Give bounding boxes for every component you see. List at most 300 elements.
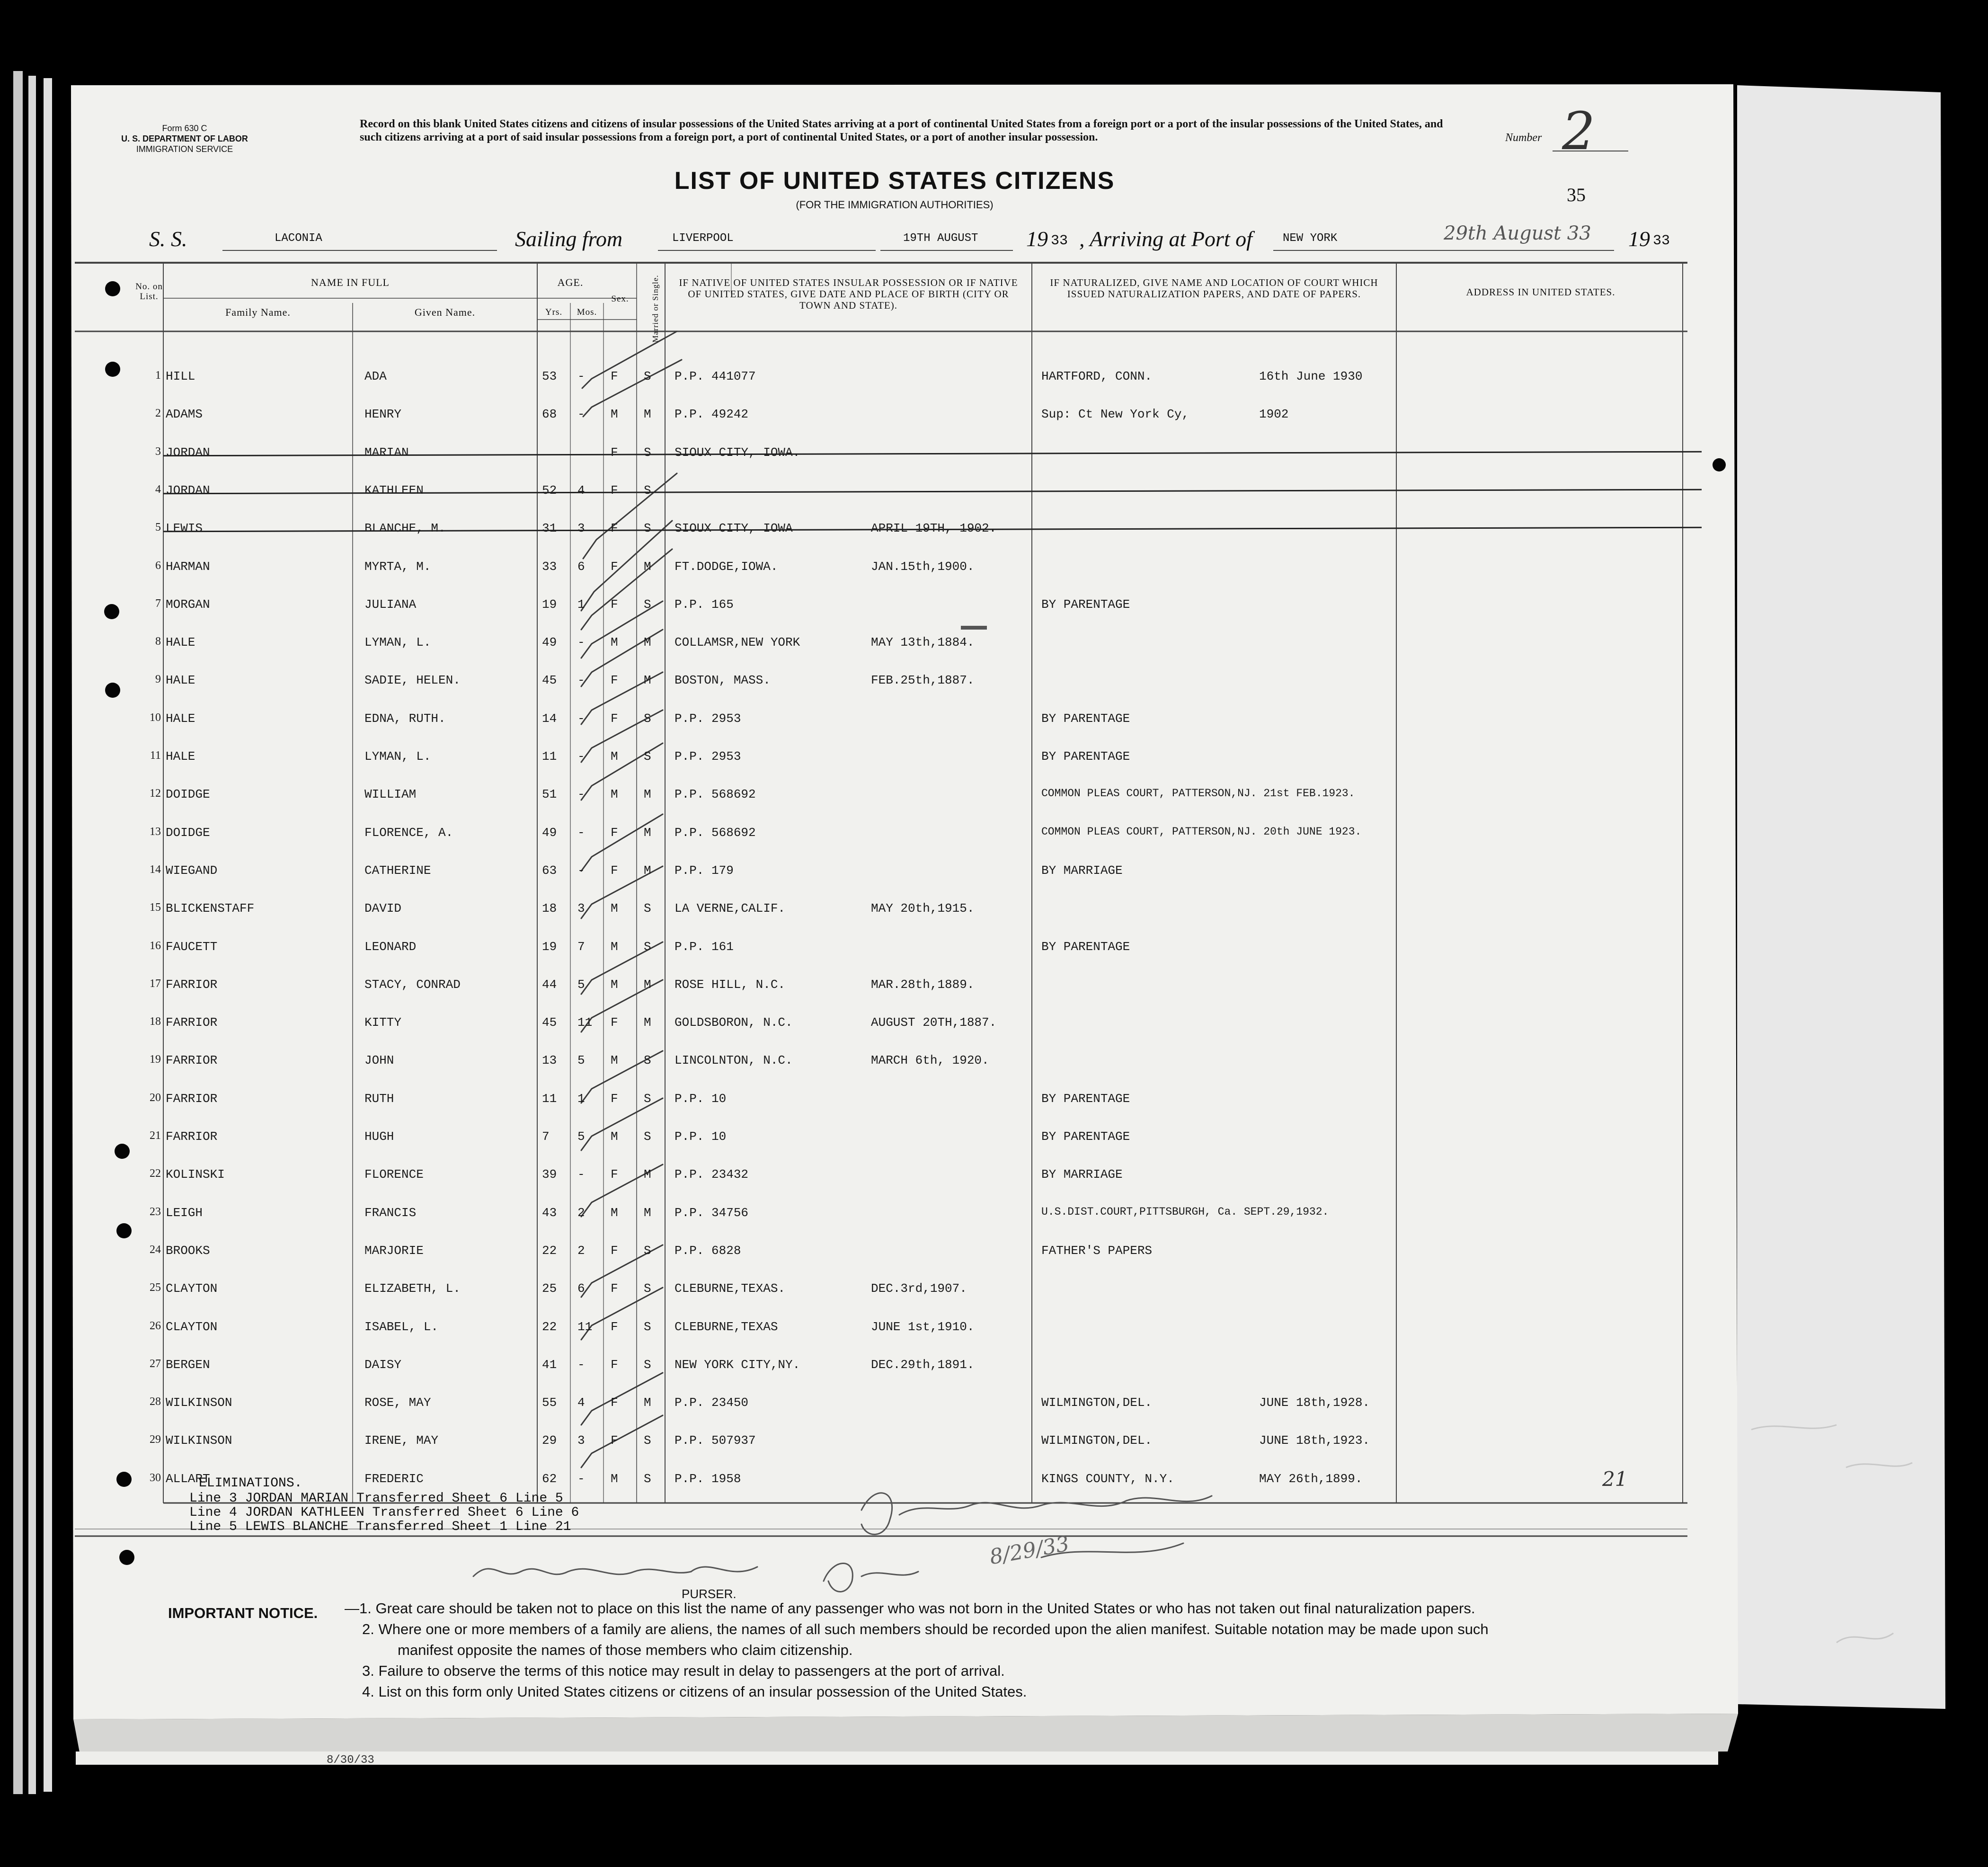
- given-name: FLORENCE, A.: [364, 825, 453, 840]
- age-years: 39: [542, 1167, 557, 1182]
- naturalization-court: BY PARENTAGE: [1041, 597, 1130, 612]
- birth-place: P.P. 441077: [674, 369, 756, 383]
- marital-status: S: [644, 1129, 651, 1144]
- col-naturalized: IF NATURALIZED, GIVE NAME AND LOCATION OF COURT WHICH ISSUED NATURALIZATION PAPERS, AND DATE OF PAPERS.: [1050, 277, 1378, 300]
- col-married: Married or Single.: [651, 275, 660, 343]
- age-months: 6: [577, 1281, 585, 1296]
- naturalization-court: BY PARENTAGE: [1041, 749, 1130, 764]
- family-name: BERGEN: [166, 1357, 210, 1372]
- naturalization-court: HARTFORD, CONN.: [1041, 369, 1153, 383]
- row-number: 24: [150, 1243, 161, 1256]
- naturalization-court: BY MARRIAGE: [1041, 863, 1123, 878]
- sheet-number: 2: [1562, 101, 1595, 161]
- marital-status: S: [644, 445, 651, 460]
- row-number: 26: [150, 1319, 161, 1332]
- row-number: 10: [150, 711, 161, 724]
- given-name: LYMAN, L.: [364, 749, 431, 764]
- given-name: HUGH: [364, 1129, 394, 1144]
- age-months: 11: [577, 1015, 593, 1030]
- departure-port: LIVERPOOL: [672, 232, 734, 245]
- marital-status: M: [644, 825, 651, 840]
- elimination-line-4: Line 4 JORDAN KATHLEEN Transferred Sheet 6 Line 6: [189, 1505, 579, 1520]
- age-years: 43: [542, 1205, 557, 1220]
- birth-place: NEW YORK CITY,NY.: [674, 1357, 800, 1372]
- age-years: 44: [542, 977, 557, 992]
- notice-item-1: —1. Great care should be taken not to place on this list the name of any passenger who was not born in the United States or who has not taken out final naturalization papers.: [345, 1600, 1475, 1617]
- record-instructions: Record on this blank United States citizens and citizens of insular possessions of the United States arriving at a port of continental United States from a foreign port or a port of the insular possessions of the United States, and such citizens arriving at a port of said insular possessions from a foreign port, a port of continental United States, or a port of another insular possession.: [360, 118, 1443, 143]
- sex: M: [611, 1053, 618, 1068]
- given-name: ROSE, MAY: [364, 1396, 431, 1410]
- age-years: 63: [542, 863, 557, 878]
- birth-place: LA VERNE,CALIF.: [674, 901, 786, 916]
- number-label: Number: [1505, 132, 1542, 144]
- sex: F: [611, 1433, 618, 1448]
- age-months: 4: [577, 1396, 585, 1410]
- birth-place: LINCOLNTON, N.C.: [674, 1053, 793, 1068]
- sex: F: [611, 1281, 618, 1296]
- naturalization-court: Sup: Ct New York Cy,: [1041, 407, 1189, 422]
- age-months: -: [577, 711, 585, 726]
- sex: M: [611, 635, 618, 650]
- family-name: ADAMS: [166, 407, 203, 422]
- elimination-line-3: Line 3 JORDAN MARIAN Transferred Sheet 6 Line 5: [189, 1491, 563, 1506]
- given-name: HENRY: [364, 407, 402, 422]
- age-months: 2: [577, 1205, 585, 1220]
- birth-place: P.P. 34756: [674, 1205, 749, 1220]
- naturalization-court: BY PARENTAGE: [1041, 1091, 1130, 1106]
- family-name: KOLINSKI: [166, 1167, 225, 1182]
- naturalization-court: BY MARRIAGE: [1041, 1167, 1123, 1182]
- sex: F: [611, 1396, 618, 1410]
- sex: F: [611, 597, 618, 612]
- age-years: 62: [542, 1471, 557, 1486]
- age-months: 4: [577, 483, 585, 498]
- row-number: 20: [150, 1091, 161, 1104]
- naturalization-date: JUNE 18th,1923.: [1259, 1433, 1370, 1448]
- given-name: JULIANA: [364, 597, 417, 612]
- naturalization-court: WILMINGTON,DEL.: [1041, 1396, 1153, 1410]
- sex: M: [611, 1205, 618, 1220]
- given-name: KATHLEEN: [364, 483, 424, 498]
- row-number: 25: [150, 1281, 161, 1294]
- naturalization-court: WILMINGTON,DEL.: [1041, 1433, 1153, 1448]
- family-name: JORDAN: [166, 483, 210, 498]
- birth-place: P.P. 10: [674, 1129, 727, 1144]
- col-native: IF NATIVE OF UNITED STATES INSULAR POSSESSION OR IF NATIVE OF UNITED STATES, GIVE DATE AND PLACE OF BIRTH (CITY OR TOWN AND STATE).: [679, 277, 1018, 311]
- sex: M: [611, 977, 618, 992]
- age-months: 3: [577, 521, 585, 536]
- age-months: 3: [577, 1433, 585, 1448]
- given-name: WILLIAM: [364, 787, 417, 802]
- row-number: 18: [150, 1015, 161, 1028]
- family-name: HALE: [166, 749, 195, 764]
- given-name: IRENE, MAY: [364, 1433, 439, 1448]
- age-years: 49: [542, 635, 557, 650]
- birth-place: ROSE HILL, N.C.: [674, 977, 786, 992]
- notice-item-2: 2. Where one or more members of a family are aliens, the names of all such members should be recorded upon the alien manifest. Suitable notation may be made upon such: [362, 1621, 1489, 1637]
- col-age: AGE.: [557, 276, 584, 288]
- eliminations-title: ELIMINATIONS.: [199, 1476, 302, 1491]
- given-name: FLORENCE: [364, 1167, 424, 1182]
- sex: M: [611, 749, 618, 764]
- family-name: HALE: [166, 635, 195, 650]
- marital-status: S: [644, 711, 651, 726]
- family-name: FARRIOR: [166, 977, 218, 992]
- row-number: 27: [150, 1357, 161, 1370]
- birth-date: JAN.15th,1900.: [871, 559, 975, 574]
- age-months: -: [577, 787, 585, 802]
- ship-name: LACONIA: [275, 232, 322, 245]
- row-number: 28: [150, 1396, 161, 1408]
- family-name: FAUCETT: [166, 939, 218, 954]
- sex: F: [611, 825, 618, 840]
- birth-date: FEB.25th,1887.: [871, 673, 975, 688]
- marital-status: M: [644, 559, 651, 574]
- arrival-year: 33: [1653, 233, 1670, 249]
- row-number: 6: [155, 559, 161, 572]
- birth-place: P.P. 1958: [674, 1471, 741, 1486]
- given-name: MARIAN: [364, 445, 409, 460]
- departure-date: 19TH AUGUST: [903, 232, 978, 245]
- department-label: U. S. DEPARTMENT OF LABOR: [121, 134, 248, 143]
- ship-underline: [222, 250, 497, 251]
- arrival-year-prefix: 19: [1628, 227, 1650, 251]
- family-name: DOIDGE: [166, 825, 210, 840]
- age-months: -: [577, 369, 585, 383]
- sex: F: [611, 445, 618, 460]
- row-number: 22: [150, 1167, 161, 1180]
- family-name: FARRIOR: [166, 1015, 218, 1030]
- marital-status: M: [644, 1015, 651, 1030]
- row-number: 4: [155, 483, 161, 496]
- sex: M: [611, 1129, 618, 1144]
- given-name: FREDERIC: [364, 1471, 424, 1486]
- marital-status: S: [644, 939, 651, 954]
- form-number: Form 630 C: [162, 124, 207, 133]
- age-months: -: [577, 1167, 585, 1182]
- birth-date: DEC.29th,1891.: [871, 1357, 975, 1372]
- row-number: 15: [150, 901, 161, 914]
- footer-stamp: 8/30/33: [327, 1754, 374, 1767]
- family-name: WILKINSON: [166, 1433, 232, 1448]
- birth-place: P.P. 507937: [674, 1433, 756, 1448]
- marital-status: M: [644, 635, 651, 650]
- sex: F: [611, 1243, 618, 1258]
- birth-date: MARCH 6th, 1920.: [871, 1053, 989, 1068]
- sex: F: [611, 369, 618, 383]
- birth-place: SIOUX CITY, IOWA: [674, 521, 793, 536]
- col-name: NAME IN FULL: [311, 276, 390, 288]
- age-years: 29: [542, 1433, 557, 1448]
- birth-place: P.P. 2953: [674, 749, 741, 764]
- age-years: 13: [542, 1053, 557, 1068]
- marital-status: S: [644, 1281, 651, 1296]
- age-years: 11: [542, 749, 557, 764]
- sex: F: [611, 673, 618, 688]
- departure-underline: [658, 250, 876, 251]
- row-number: 8: [155, 635, 161, 648]
- row-number: 30: [150, 1471, 161, 1484]
- age-years: 25: [542, 1281, 557, 1296]
- marital-status: S: [644, 1433, 651, 1448]
- age-months: -: [577, 635, 585, 650]
- birth-place: P.P. 6828: [674, 1243, 741, 1258]
- birth-place: P.P. 10: [674, 1091, 727, 1106]
- age-years: 18: [542, 901, 557, 916]
- given-name: RUTH: [364, 1091, 394, 1106]
- arriving-label: , Arriving at Port of: [1079, 227, 1252, 251]
- marital-status: S: [644, 483, 651, 498]
- naturalization-date: MAY 26th,1899.: [1259, 1471, 1363, 1486]
- sex: M: [611, 407, 618, 422]
- col-sex: Sex.: [611, 294, 629, 304]
- naturalization-court: COMMON PLEAS COURT, PATTERSON,NJ. 20th JUNE 1923.: [1041, 825, 1362, 838]
- birth-place: CLEBURNE,TEXAS: [674, 1319, 778, 1334]
- notice-item-4: 4. List on this form only United States citizens or citizens of an insular possession of the United States.: [362, 1683, 1027, 1700]
- col-mos: Mos.: [577, 307, 597, 317]
- row-number: 7: [155, 597, 161, 610]
- birth-date: JUNE 1st,1910.: [871, 1319, 975, 1334]
- age-months: -: [577, 1357, 585, 1372]
- birth-place: P.P. 23450: [674, 1396, 749, 1410]
- given-name: DAISY: [364, 1357, 402, 1372]
- naturalization-court: COMMON PLEAS COURT, PATTERSON,NJ. 21st FEB.1923.: [1041, 787, 1355, 800]
- marital-status: S: [644, 1319, 651, 1334]
- row-number: 3: [155, 445, 161, 458]
- age-years: 49: [542, 825, 557, 840]
- birth-date: MAR.28th,1889.: [871, 977, 975, 992]
- age-years: 41: [542, 1357, 557, 1372]
- given-name: MYRTA, M.: [364, 559, 431, 574]
- birth-date: MAY 20th,1915.: [871, 901, 975, 916]
- annotation-date: 8/29/33: [987, 1531, 1071, 1570]
- age-years: 19: [542, 597, 557, 612]
- service-label: IMMIGRATION SERVICE: [136, 144, 233, 154]
- page-subtitle: (FOR THE IMMIGRATION AUTHORITIES): [796, 199, 994, 211]
- age-years: 68: [542, 407, 557, 422]
- page-title: LIST OF UNITED STATES CITIZENS: [674, 167, 1115, 195]
- sex: M: [611, 787, 618, 802]
- age-months: 5: [577, 1129, 585, 1144]
- col-family: Family Name.: [225, 306, 291, 318]
- family-name: LEIGH: [166, 1205, 203, 1220]
- naturalization-court: U.S.DIST.COURT,PITTSBURGH, Ca. SEPT.29,1932.: [1041, 1205, 1329, 1218]
- age-months: -: [577, 825, 585, 840]
- given-name: KITTY: [364, 1015, 402, 1030]
- family-name: FARRIOR: [166, 1091, 218, 1106]
- birth-place: CLEBURNE,TEXAS.: [674, 1281, 786, 1296]
- given-name: LYMAN, L.: [364, 635, 431, 650]
- sex: M: [611, 939, 618, 954]
- family-name: HILL: [166, 369, 195, 383]
- age-years: 45: [542, 673, 557, 688]
- sex: F: [611, 559, 618, 574]
- sex: F: [611, 1357, 618, 1372]
- naturalization-date: JUNE 18th,1928.: [1259, 1396, 1370, 1410]
- marital-status: S: [644, 369, 651, 383]
- col-given: Given Name.: [414, 306, 476, 318]
- naturalization-date: 16th June 1930: [1259, 369, 1363, 383]
- age-months: 3: [577, 901, 585, 916]
- marital-status: S: [644, 521, 651, 536]
- marital-status: S: [644, 597, 651, 612]
- age-months: 1: [577, 1091, 585, 1106]
- col-address: ADDRESS IN UNITED STATES.: [1466, 286, 1615, 298]
- marital-status: S: [644, 901, 651, 916]
- ss-label: S. S.: [149, 227, 187, 251]
- birth-place: GOLDSBORON, N.C.: [674, 1015, 793, 1030]
- sex: F: [611, 711, 618, 726]
- family-name: BROOKS: [166, 1243, 210, 1258]
- marital-status: M: [644, 407, 651, 422]
- arrival-underline: [1273, 250, 1614, 251]
- family-name: DOIDGE: [166, 787, 210, 802]
- family-name: ALLART: [166, 1471, 210, 1486]
- age-months: 11: [577, 1319, 593, 1334]
- age-years: 7: [542, 1129, 550, 1144]
- age-months: 6: [577, 559, 585, 574]
- row-number: 12: [150, 787, 161, 800]
- col-yrs: Yrs.: [545, 307, 563, 317]
- family-name: FARRIOR: [166, 1129, 218, 1144]
- naturalization-court: FATHER'S PAPERS: [1041, 1243, 1153, 1258]
- given-name: LEONARD: [364, 939, 417, 954]
- arrival-date-handwritten: 29th August 33: [1444, 222, 1591, 244]
- given-name: ADA: [364, 369, 387, 383]
- age-years: 14: [542, 711, 557, 726]
- notice-title: IMPORTANT NOTICE.: [168, 1605, 318, 1621]
- age-years: 53: [542, 369, 557, 383]
- row-number: 16: [150, 939, 161, 952]
- row-number: 14: [150, 863, 161, 876]
- age-years: 19: [542, 939, 557, 954]
- sheet-total: 21: [1602, 1467, 1628, 1491]
- age-months: -: [577, 673, 585, 688]
- given-name: STACY, CONRAD: [364, 977, 461, 992]
- sex: F: [611, 1167, 618, 1182]
- departure-year: 33: [1051, 233, 1068, 249]
- marital-status: S: [644, 749, 651, 764]
- given-name: FRANCIS: [364, 1205, 417, 1220]
- age-years: 51: [542, 787, 557, 802]
- page-number: 35: [1567, 184, 1586, 205]
- age-months: 1: [577, 597, 585, 612]
- birth-date: MAY 13th,1884.: [871, 635, 975, 650]
- row-number: 19: [150, 1053, 161, 1066]
- given-name: DAVID: [364, 901, 402, 916]
- birth-place: P.P. 568692: [674, 825, 756, 840]
- marital-status: M: [644, 787, 651, 802]
- family-name: CLAYTON: [166, 1281, 218, 1296]
- naturalization-date: 1902: [1259, 407, 1289, 422]
- year-prefix: 19: [1026, 227, 1048, 251]
- marital-status: S: [644, 1357, 651, 1372]
- sex: F: [611, 1319, 618, 1334]
- age-months: 7: [577, 939, 585, 954]
- family-name: BLICKENSTAFF: [166, 901, 255, 916]
- marital-status: S: [644, 1243, 651, 1258]
- marital-status: M: [644, 1396, 651, 1410]
- age-years: 11: [542, 1091, 557, 1106]
- age-months: 5: [577, 1053, 585, 1068]
- marital-status: M: [644, 673, 651, 688]
- row-number: 9: [155, 673, 161, 686]
- row-number: 1: [155, 369, 161, 382]
- family-name: LEWIS: [166, 521, 203, 536]
- birth-place: FT.DODGE,IOWA.: [674, 559, 778, 574]
- sex: M: [611, 1471, 618, 1486]
- birth-place: P.P. 49242: [674, 407, 749, 422]
- row-number: 17: [150, 977, 161, 990]
- row-number: 13: [150, 825, 161, 838]
- sex: F: [611, 483, 618, 498]
- age-years: 45: [542, 1015, 557, 1030]
- sex: F: [611, 1015, 618, 1030]
- age-years: 55: [542, 1396, 557, 1410]
- age-years: 22: [542, 1319, 557, 1334]
- sex: F: [611, 1091, 618, 1106]
- sex: F: [611, 521, 618, 536]
- given-name: BLANCHE, M.: [364, 521, 446, 536]
- given-name: JOHN: [364, 1053, 394, 1068]
- naturalization-court: BY PARENTAGE: [1041, 1129, 1130, 1144]
- given-name: SADIE, HELEN.: [364, 673, 461, 688]
- date-underline: [880, 250, 1013, 251]
- marital-status: M: [644, 977, 651, 992]
- marital-status: M: [644, 1205, 651, 1220]
- naturalization-court: KINGS COUNTY, N.Y.: [1041, 1471, 1174, 1486]
- row-number: 21: [150, 1129, 161, 1142]
- family-name: CLAYTON: [166, 1319, 218, 1334]
- family-name: JORDAN: [166, 445, 210, 460]
- given-name: ELIZABETH, L.: [364, 1281, 461, 1296]
- row-number: 2: [155, 407, 161, 420]
- family-name: HALE: [166, 673, 195, 688]
- family-name: HARMAN: [166, 559, 210, 574]
- notice-item-3: 3. Failure to observe the terms of this notice may result in delay to passengers at the port of arrival.: [362, 1663, 1005, 1679]
- age-months: -: [577, 407, 585, 422]
- col-no: No. on List.: [135, 282, 163, 302]
- birth-place: P.P. 179: [674, 863, 734, 878]
- purser-label: PURSER.: [682, 1587, 737, 1601]
- marital-status: S: [644, 1091, 651, 1106]
- given-name: EDNA, RUTH.: [364, 711, 446, 726]
- marital-status: M: [644, 1167, 651, 1182]
- birth-place: P.P. 2953: [674, 711, 741, 726]
- birth-place: COLLAMSR,NEW YORK: [674, 635, 800, 650]
- birth-place: SIOUX CITY, IOWA.: [674, 445, 800, 460]
- naturalization-court: BY PARENTAGE: [1041, 711, 1130, 726]
- age-months: -: [577, 863, 585, 878]
- row-number: 11: [150, 749, 161, 762]
- family-name: MORGAN: [166, 597, 210, 612]
- age-years: 31: [542, 521, 557, 536]
- birth-date: DEC.3rd,1907.: [871, 1281, 967, 1296]
- arrival-port: NEW YORK: [1283, 232, 1338, 245]
- row-number: 29: [150, 1433, 161, 1446]
- age-years: 33: [542, 559, 557, 574]
- family-name: FARRIOR: [166, 1053, 218, 1068]
- family-name: WILKINSON: [166, 1396, 232, 1410]
- marital-status: S: [644, 1471, 651, 1486]
- family-name: WIEGAND: [166, 863, 218, 878]
- age-months: 2: [577, 1243, 585, 1258]
- sex: F: [611, 863, 618, 878]
- naturalization-court: BY PARENTAGE: [1041, 939, 1130, 954]
- birth-place: P.P. 161: [674, 939, 734, 954]
- age-months: -: [577, 1471, 585, 1486]
- birth-place: P.P. 165: [674, 597, 734, 612]
